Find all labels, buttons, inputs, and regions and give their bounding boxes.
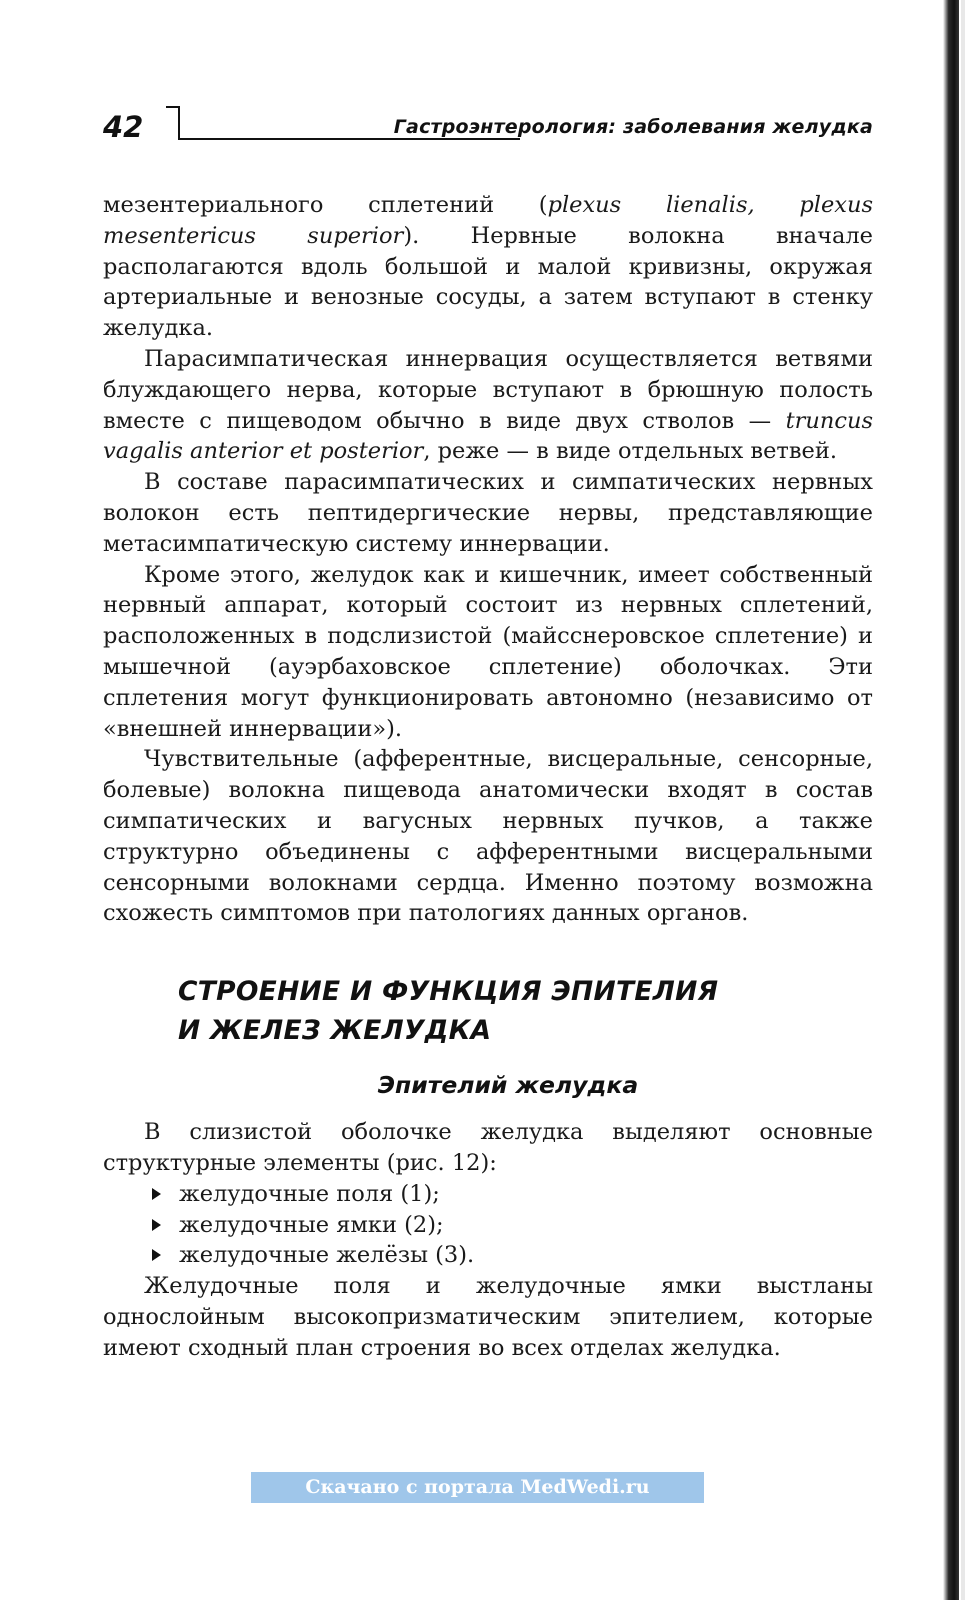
triangle-bullet-icon	[152, 1219, 161, 1231]
triangle-bullet-icon	[152, 1188, 161, 1200]
paragraph-1-text-b: ). Нервные волокна вначале располагаются вдоль большой и малой кривизны, окружая артериальные и венозные сосуды, а затем вступают в стенку желудка.	[103, 222, 873, 342]
list-item-text: желудочные ямки (2);	[179, 1211, 444, 1238]
paragraph-3: В составе парасимпатических и симпатических нервных волокон есть пептидергические нервы, представляющие метасимпатическую систему иннервации.	[103, 469, 873, 557]
running-title: Гастроэнтерология: заболевания желудка	[393, 116, 873, 138]
section-heading	[103, 972, 873, 1050]
list-item-text: желудочные желёзы (3).	[179, 1242, 475, 1269]
page-body	[103, 190, 873, 1364]
paragraph-2-text-b: , реже — в виде отдельных ветвей.	[423, 438, 837, 465]
running-head	[103, 106, 873, 146]
download-watermark: Скачано с портала MedWedi.ru	[251, 1472, 704, 1503]
page-number: 42	[103, 110, 144, 144]
paragraph-5: Чувствительные (афферентные, висцеральные, сенсорные, болевые) волокна пищевода анатомически входят в состав симпатических и вагусных нервных пучков, а также структурно объединены с афферентными висцеральными сенсорными волокнами сердца. Именно поэтому возможна схожесть симптомов при патологиях данных органов.	[103, 746, 873, 927]
list-item	[148, 1210, 873, 1241]
list-item	[148, 1179, 873, 1210]
structure-list	[103, 1179, 873, 1271]
list-item	[148, 1240, 873, 1271]
paragraph-2	[103, 344, 873, 467]
paragraph-1-text-a: мезентериального сплетений (	[103, 192, 548, 218]
section-intro: В слизистой оболочке желудка выделяют основные структурные элементы (рис. 12):	[103, 1119, 873, 1176]
paragraph-4: Кроме этого, желудок как и кишечник, имеет собственный нервный аппарат, который состоит из нервных сплетений, расположенных в подслизистой (майсснеровское сплетение) и мышечной (ауэрбаховское сплетение) оболочках. Эти сплетения могут функционировать автономно (независимо от «внешней иннервации»).	[103, 561, 873, 742]
subsection-heading: Эпителий желудка	[377, 1071, 639, 1100]
page-edge-shadow	[943, 0, 959, 1600]
paragraph-2-text-a: Парасимпатическая иннервация осуществляется ветвями блуждающего нерва, которые вступают в брюшную полость вместе с пищеводом обычно в виде двух стволов —	[103, 345, 873, 434]
closing-paragraph: Желудочные поля и желудочные ямки выстланы однослойным высокопризматическим эпителием, которые имеют сходный план строения во всех отделах желудка.	[103, 1273, 873, 1361]
section-heading-line-2: И ЖЕЛЕЗ ЖЕЛУДКА	[178, 1015, 492, 1047]
latin-term: plexus lienalis, plexus mesentericus superior	[103, 192, 874, 249]
paragraph-1	[103, 190, 873, 344]
section-heading-line-1: СТРОЕНИЕ И ФУНКЦИЯ ЭПИТЕЛИЯ	[178, 976, 719, 1008]
latin-term: truncus vagalis anterior et posterior	[103, 407, 873, 465]
list-item-text: желудочные поля (1);	[179, 1180, 440, 1207]
triangle-bullet-icon	[152, 1249, 161, 1261]
